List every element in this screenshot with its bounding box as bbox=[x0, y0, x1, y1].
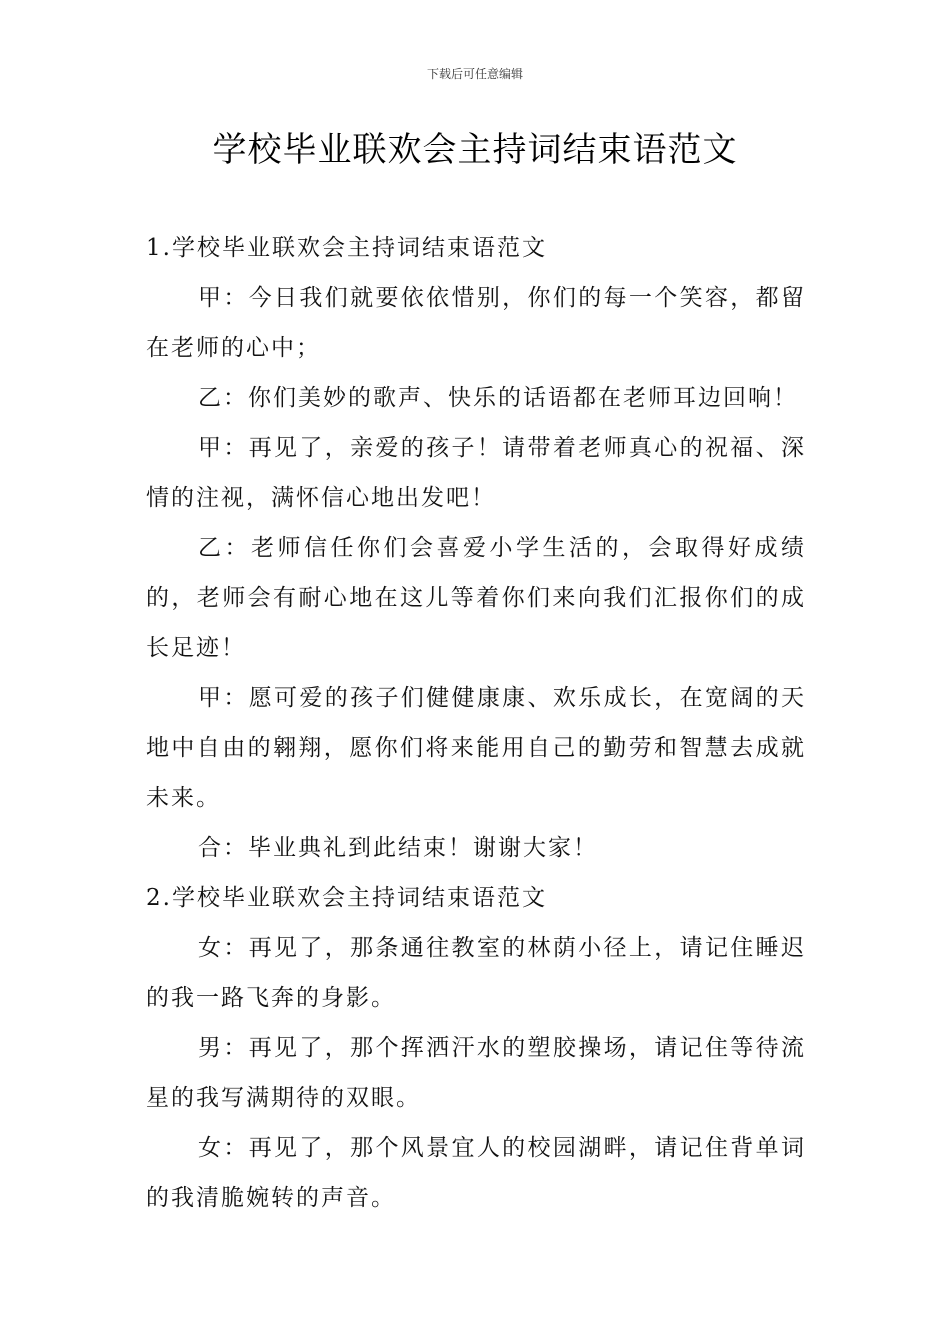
page-title: 学校毕业联欢会主持词结束语范文 bbox=[212, 130, 738, 170]
paragraph-text: 再见了，那条通往教室的林荫小径上，请记住睡迟的我一路飞奔的身影。 bbox=[146, 935, 807, 1011]
dialogue-paragraph bbox=[146, 523, 806, 673]
speaker-label: 乙： bbox=[198, 385, 248, 411]
speaker-label: 乙： bbox=[198, 535, 251, 561]
section-heading: 2.学校毕业联欢会主持词结束语范文 bbox=[146, 885, 547, 911]
paragraph-text: 再见了，那个挥洒汗水的塑胶操场，请记住等待流星的我写满期待的双眼。 bbox=[146, 1035, 807, 1111]
dialogue-paragraph bbox=[146, 373, 806, 423]
paragraph-text: 老师信任你们会喜爱小学生活的，会取得好成绩的，老师会有耐心地在这儿等着你们来向我们汇报你们的成长足迹！ bbox=[146, 535, 806, 661]
speaker-label: 甲： bbox=[198, 685, 249, 711]
speaker-label: 男： bbox=[198, 1035, 249, 1061]
dialogue-paragraph bbox=[146, 423, 806, 523]
header-note: 下载后可任意编辑 bbox=[426, 67, 523, 81]
speaker-label: 甲： bbox=[198, 435, 249, 461]
section-heading: 1.学校毕业联欢会主持词结束语范文 bbox=[146, 235, 547, 261]
dialogue-paragraph bbox=[146, 923, 806, 1023]
dialogue-paragraph bbox=[146, 823, 806, 873]
document-body bbox=[146, 223, 806, 1223]
dialogue-paragraph bbox=[146, 673, 806, 823]
paragraph-text: 再见了，亲爱的孩子！请带着老师真心的祝福、深情的注视，满怀信心地出发吧！ bbox=[146, 435, 807, 511]
paragraph-text: 毕业典礼到此结束！谢谢大家！ bbox=[248, 835, 598, 861]
paragraph-text: 你们美妙的歌声、快乐的话语都在老师耳边回响！ bbox=[248, 385, 798, 411]
speaker-label: 合： bbox=[198, 835, 248, 861]
paragraph-text: 愿可爱的孩子们健健康康、欢乐成长，在宽阔的天地中自由的翱翔，愿你们将来能用自己的勤劳和智慧去成就未来。 bbox=[146, 685, 807, 811]
dialogue-paragraph bbox=[146, 1023, 806, 1123]
dialogue-paragraph bbox=[146, 273, 806, 373]
paragraph-text: 再见了，那个风景宜人的校园湖畔，请记住背单词的我清脆婉转的声音。 bbox=[146, 1135, 807, 1211]
paragraph-text: 今日我们就要依依惜别，你们的每一个笑容，都留在老师的心中； bbox=[146, 285, 807, 361]
speaker-label: 甲： bbox=[198, 285, 249, 311]
speaker-label: 女： bbox=[198, 935, 249, 961]
dialogue-paragraph bbox=[146, 1123, 806, 1223]
speaker-label: 女： bbox=[198, 1135, 249, 1161]
